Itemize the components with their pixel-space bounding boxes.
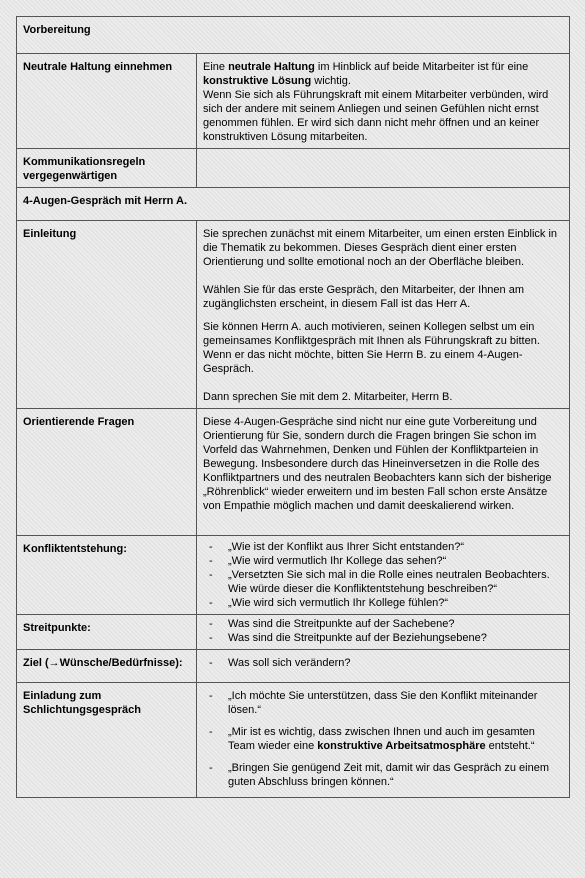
content-einladung xyxy=(197,683,570,798)
label-streitpunkte: Streitpunkte: xyxy=(17,615,197,650)
row-konfliktentstehung xyxy=(17,536,570,615)
list-item: - „Wie wird sich vermutlich Ihr Kollege fühlen?“ xyxy=(203,596,563,610)
text-run: im Hinblick auf beide Mitarbeiter ist für eine xyxy=(314,61,529,73)
row-einladung xyxy=(17,683,570,798)
row-einleitung xyxy=(17,221,570,409)
content-ziel xyxy=(197,650,570,683)
einleitung-paragraph-3: Sie können Herrn A. auch motivieren, seinen Kollegen selbst um ein gemeinsames Konfliktgespräch mit Ihnen als Führungskraft zu bitten. Wenn er das nicht möchte, bitten Sie Herrn B. zu einem 4-Augen-Gespräch. xyxy=(203,321,540,375)
content-kommunikationsregeln xyxy=(197,149,570,188)
list-item: - „Ich möchte Sie unterstützen, dass Sie den Konflikt miteinander lösen.“ xyxy=(203,689,563,717)
row-neutrale-haltung xyxy=(17,54,570,149)
streitpunkte-list xyxy=(203,617,563,645)
bold-text: konstruktive Arbeitsatmosphäre xyxy=(317,740,486,752)
label-kommunikationsregeln: Kommunikationsregeln vergegenwärtigen xyxy=(17,149,197,188)
list-item: - Was soll sich verändern? xyxy=(203,656,563,670)
list-item: - „Versetzten Sie sich mal in die Rolle eines neutralen Beobachters. Wie würde dieser die Konfliktentstehung beschreiben?“ xyxy=(203,568,563,596)
content-einleitung xyxy=(197,221,570,409)
bold-text: konstruktive Lösung xyxy=(203,75,312,87)
label-einleitung: Einleitung xyxy=(17,221,197,409)
row-streitpunkte xyxy=(17,615,570,650)
content-konfliktentstehung xyxy=(197,536,570,615)
haltung-paragraph-2: Wenn Sie sich als Führungskraft mit einem Mitarbeiter verbünden, wird sich der andere mit seinem Anliegen und seinen Gefühlen nicht ernst genommen fühlen. Er wird sich dann nicht mehr öffnen und an keiner konstruktiven Lösung mitarbeiten. xyxy=(203,89,549,143)
text-run: Eine xyxy=(203,61,229,73)
list-item: - „Bringen Sie genügend Zeit mit, damit wir das Gespräch zu einem guten Abschluss bringen können.“ xyxy=(203,761,563,789)
einleitung-paragraph-4: Dann sprechen Sie mit dem 2. Mitarbeiter, Herrn B. xyxy=(203,391,453,403)
text-run: entsteht.“ xyxy=(485,740,535,752)
label-ziel: Ziel (→Wünsche/Bedürfnisse): xyxy=(17,650,197,683)
content-orientierende-fragen: Diese 4-Augen-Gespräche sind nicht nur eine gute Vorbereitung und Orientierung für Sie, sondern durch die Fragen bringen Sie schon im Vorfeld das Wahrnehmen, Denken und Fühlen der Konfliktparteien in Bewegung. Insbesondere durch das Hineinversetzen in die Rolle des Konfliktpartners und des neutralen Beobachters kann sich der bisherige „Röhrenblick“ wieder erweitern und im besten Fall schon erste Ansätze von Empathie möglich machen und damit deeskalierend wirken. xyxy=(197,409,570,536)
content-streitpunkte xyxy=(197,615,570,650)
list-item xyxy=(203,725,563,753)
list-item: - Was sind die Streitpunkte auf der Beziehungsebene? xyxy=(203,631,563,645)
label-einladung: Einladung zum Schlichtungsgespräch xyxy=(17,683,197,798)
conflict-guide-table xyxy=(16,16,570,798)
einleitung-paragraph-2: Wählen Sie für das erste Gespräch, den Mitarbeiter, der Ihnen am zugänglichsten erscheint, in diesem Fall ist das Herr A. xyxy=(203,284,524,310)
einladung-list xyxy=(203,689,563,789)
section-heading-vorbereitung: Vorbereitung xyxy=(17,17,570,54)
row-kommunikationsregeln xyxy=(17,149,570,188)
row-ziel xyxy=(17,650,570,683)
konfliktentstehung-list xyxy=(203,540,563,610)
haltung-paragraph-1 xyxy=(203,60,563,88)
section-heading-gespraech: 4-Augen-Gespräch mit Herrn A. xyxy=(17,188,570,221)
list-item: - „Wie wird vermutlich Ihr Kollege das sehen?“ xyxy=(203,554,563,568)
label-orientierende-fragen: Orientierende Fragen xyxy=(17,409,197,536)
text-run: „Mir ist es wichtig, dass zwischen Ihnen und auch im gesamten Team wieder eine xyxy=(228,726,535,752)
einleitung-paragraph-1: Sie sprechen zunächst mit einem Mitarbeiter, um einen ersten Einblick in die Thematik zu bekommen. Dieses Gespräch dient einer ersten Orientierung und sollte emotional noch an der Oberfläche bleiben. xyxy=(203,228,558,268)
row-vorbereitung xyxy=(17,17,570,54)
row-gespraech-heading xyxy=(17,188,570,221)
label-neutrale-haltung: Neutrale Haltung einnehmen xyxy=(17,54,197,149)
row-orientierende-fragen xyxy=(17,409,570,536)
list-item: - „Wie ist der Konflikt aus Ihrer Sicht entstanden?“ xyxy=(203,540,563,554)
ziel-list xyxy=(203,656,563,670)
text-run: wichtig. xyxy=(311,75,351,87)
content-neutrale-haltung xyxy=(197,54,570,149)
label-konfliktentstehung: Konfliktentstehung: xyxy=(17,536,197,615)
list-item: - Was sind die Streitpunkte auf der Sachebene? xyxy=(203,617,563,631)
bold-text: neutrale Haltung xyxy=(228,61,315,73)
